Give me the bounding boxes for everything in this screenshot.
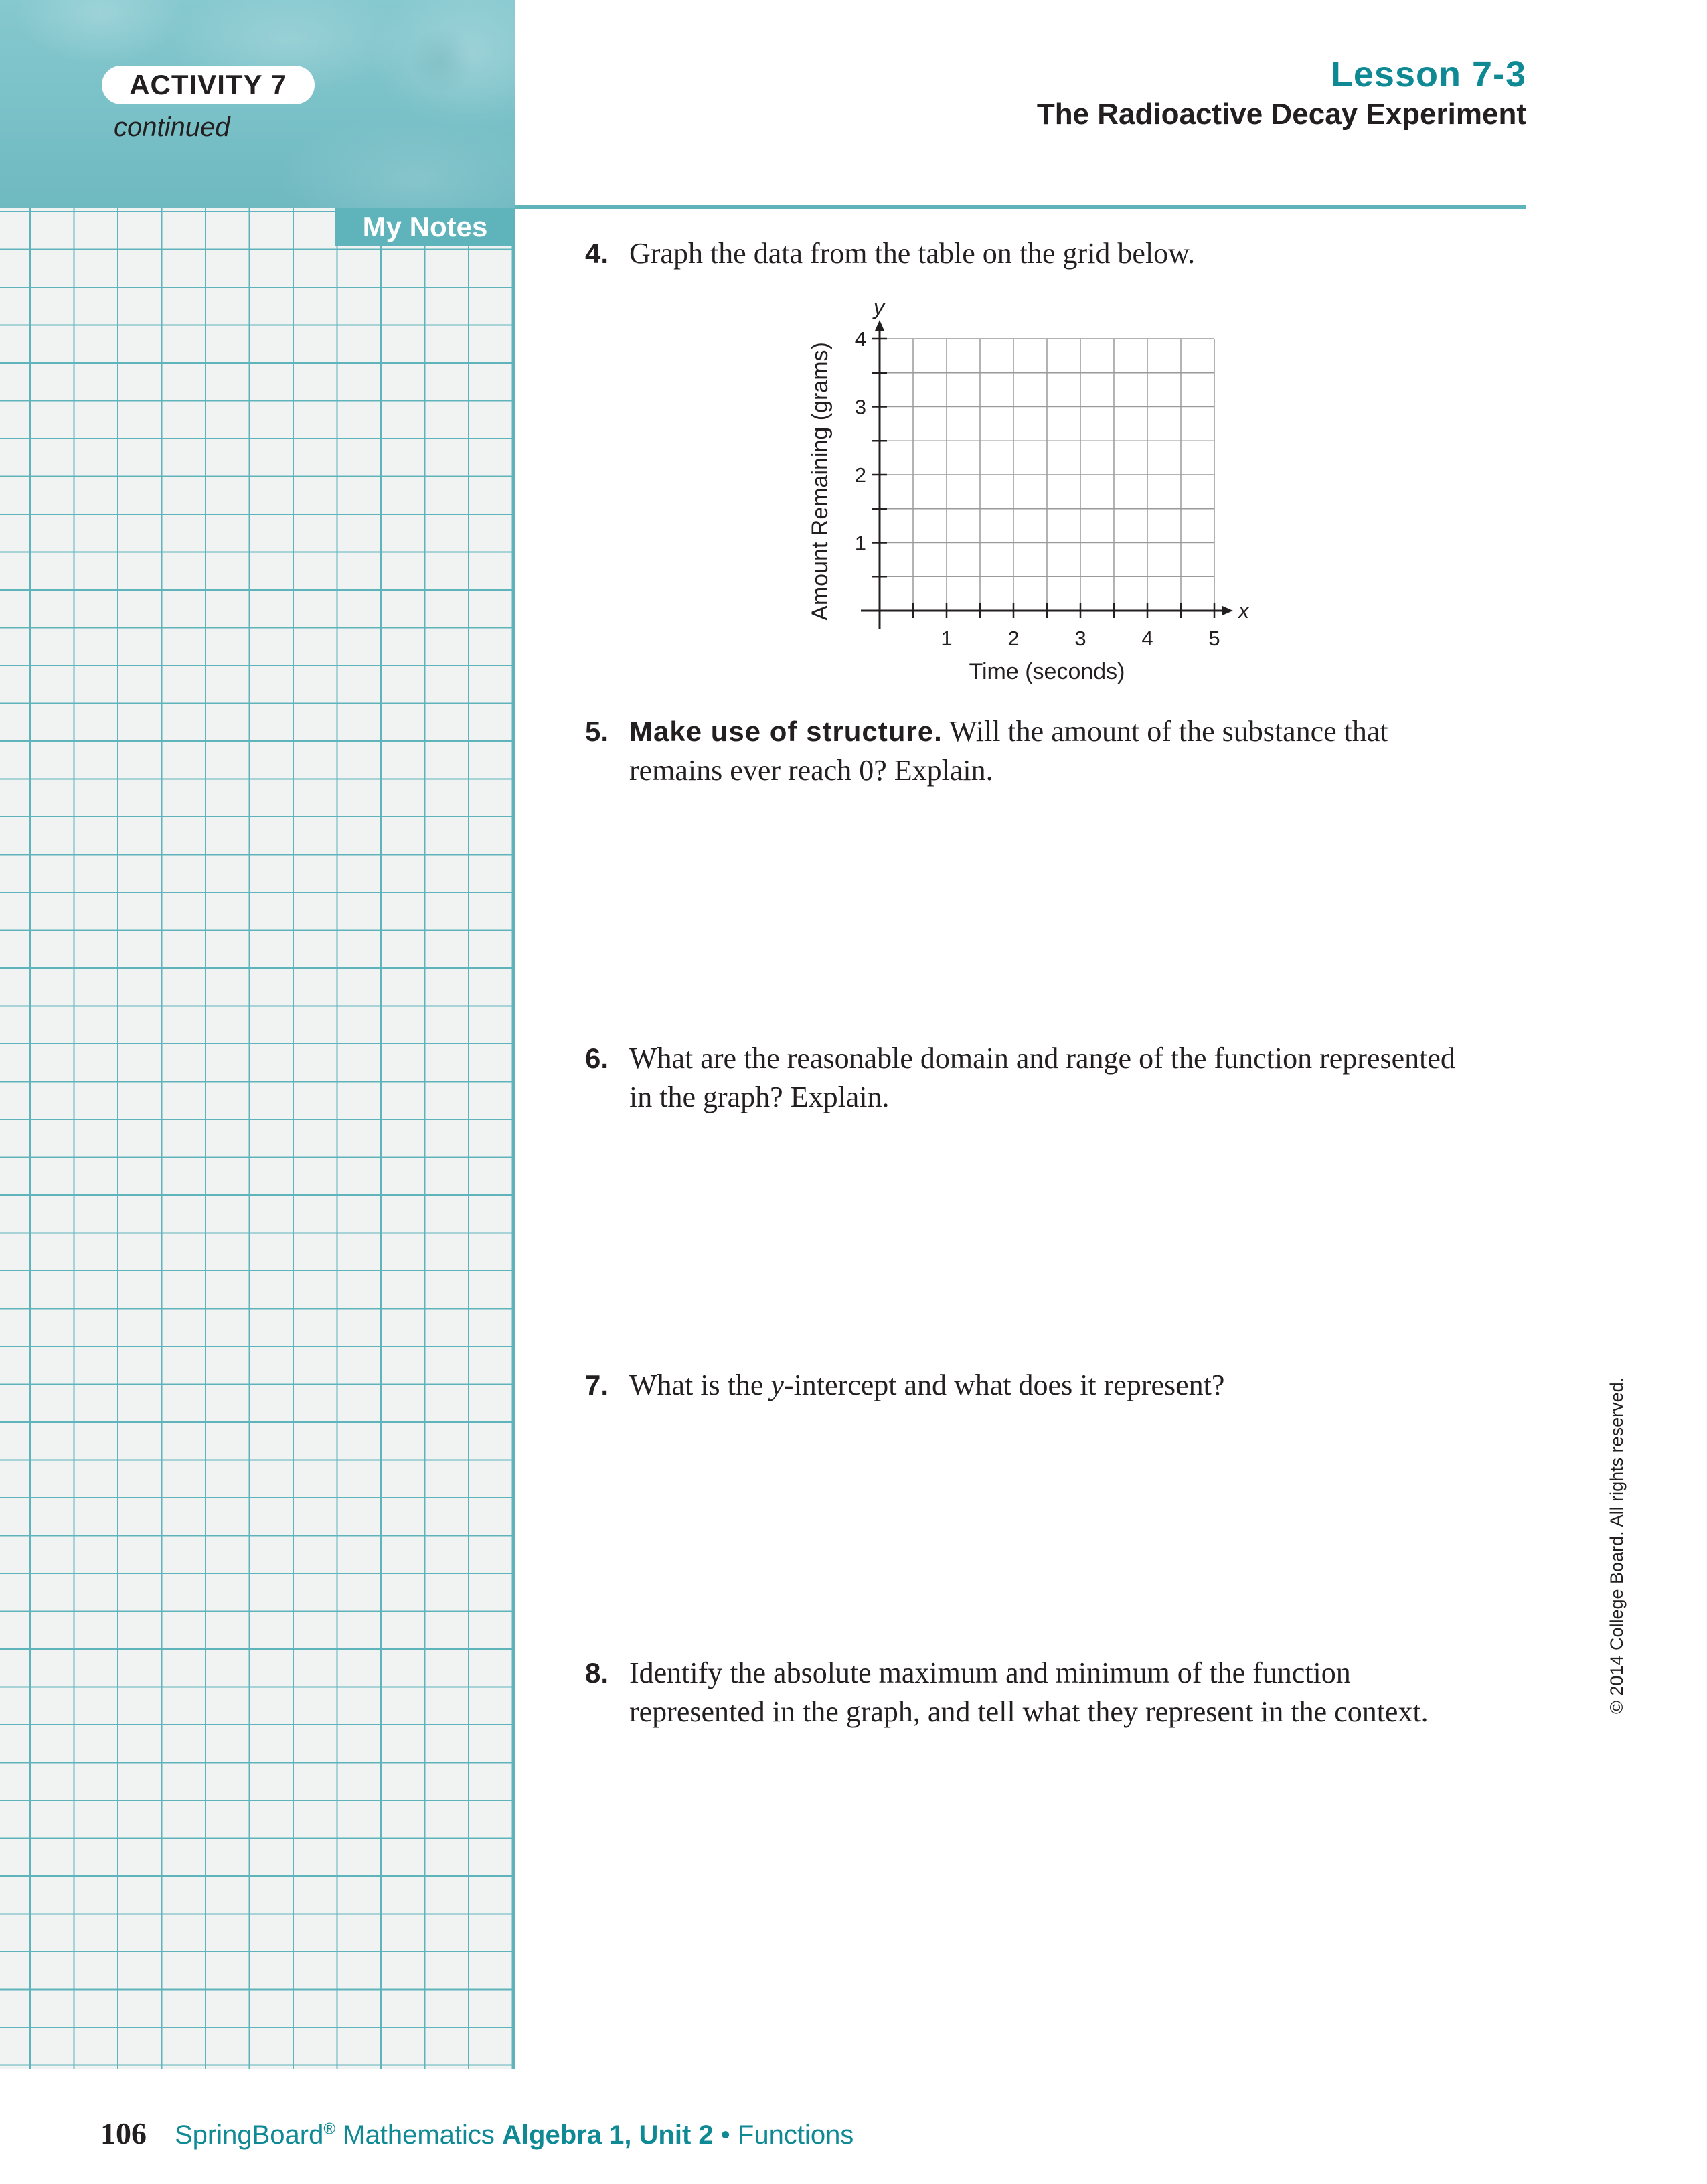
question-line: in the graph? Explain.	[629, 1081, 890, 1113]
question-number: 7.	[585, 1369, 609, 1401]
x-tick-label: 2	[1007, 627, 1020, 650]
footer-bullet: •	[713, 2120, 738, 2150]
y-tick-label: 1	[854, 531, 866, 555]
question-variable: y	[770, 1369, 784, 1401]
question-8	[585, 1654, 1522, 1731]
footer-text: Mathematics	[335, 2120, 503, 2150]
question-number: 8.	[585, 1657, 609, 1689]
page-footer	[100, 2116, 854, 2151]
footer-topic: Functions	[737, 2120, 854, 2150]
question-text	[629, 1366, 1522, 1405]
y-tick-label: 3	[854, 395, 866, 419]
lesson-title: Lesson 7-3	[1330, 54, 1526, 94]
notes-grid[interactable]	[0, 208, 515, 2069]
question-line: What are the reasonable domain and range of the function represented	[629, 1042, 1455, 1075]
x-axis-variable: x	[1238, 599, 1249, 623]
y-axis-variable: y	[874, 295, 884, 319]
question-text	[629, 1039, 1522, 1117]
tick-labels	[855, 327, 1220, 650]
footer-course: Algebra 1, Unit 2	[502, 2120, 714, 2150]
question-text: Graph the data from the table on the grid below.	[629, 237, 1196, 270]
x-tick-label: 1	[941, 627, 953, 650]
blank-graph-grid[interactable]	[803, 281, 1272, 696]
question-line: remains ever reach 0? Explain.	[629, 754, 993, 787]
question-line: Identify the absolute maximum and minimum of the function	[629, 1656, 1351, 1689]
question-part: What is the	[629, 1369, 771, 1401]
question-6	[585, 1039, 1522, 1117]
question-7	[585, 1366, 1522, 1405]
y-tick-label: 4	[854, 327, 866, 351]
question-number: 5.	[585, 716, 609, 747]
y-axis-arrow	[875, 320, 884, 331]
question-line: represented in the graph, and tell what they represent in the context.	[629, 1695, 1429, 1728]
x-tick-label: 3	[1074, 627, 1086, 650]
x-tick-label: 4	[1141, 627, 1153, 650]
continued-label: continued	[114, 112, 230, 142]
header-divider	[515, 205, 1526, 209]
y-axis-title: Amount Remaining (grams)	[807, 342, 833, 621]
question-number: 6.	[585, 1042, 609, 1074]
question-5	[585, 712, 1522, 790]
copyright-notice: © 2014 College Board. All rights reserved.	[1607, 1377, 1627, 1714]
question-4	[585, 234, 1522, 273]
y-tick-label: 2	[854, 463, 866, 487]
activity-banner	[0, 0, 515, 208]
x-tick-label: 5	[1208, 627, 1220, 650]
x-axis-arrow	[1222, 606, 1233, 615]
page-number: 106	[100, 2116, 147, 2151]
question-part: -intercept and what does it represent?	[783, 1369, 1225, 1401]
grid-lines	[880, 339, 1214, 611]
footer-brand: SpringBoard	[175, 2120, 324, 2150]
registered-mark: ®	[323, 2120, 336, 2138]
ticks	[872, 339, 1214, 618]
question-text	[629, 712, 1522, 790]
lesson-subtitle: The Radioactive Decay Experiment	[1036, 98, 1526, 131]
my-notes-label: My Notes	[335, 208, 515, 246]
question-text	[629, 1654, 1522, 1731]
question-line: Will the amount of the substance that	[942, 715, 1388, 748]
question-lead: Make use of structure.	[629, 716, 943, 747]
question-number: 4.	[585, 238, 609, 269]
x-axis-title: Time (seconds)	[969, 659, 1125, 684]
activity-label: ACTIVITY 7	[102, 66, 315, 104]
